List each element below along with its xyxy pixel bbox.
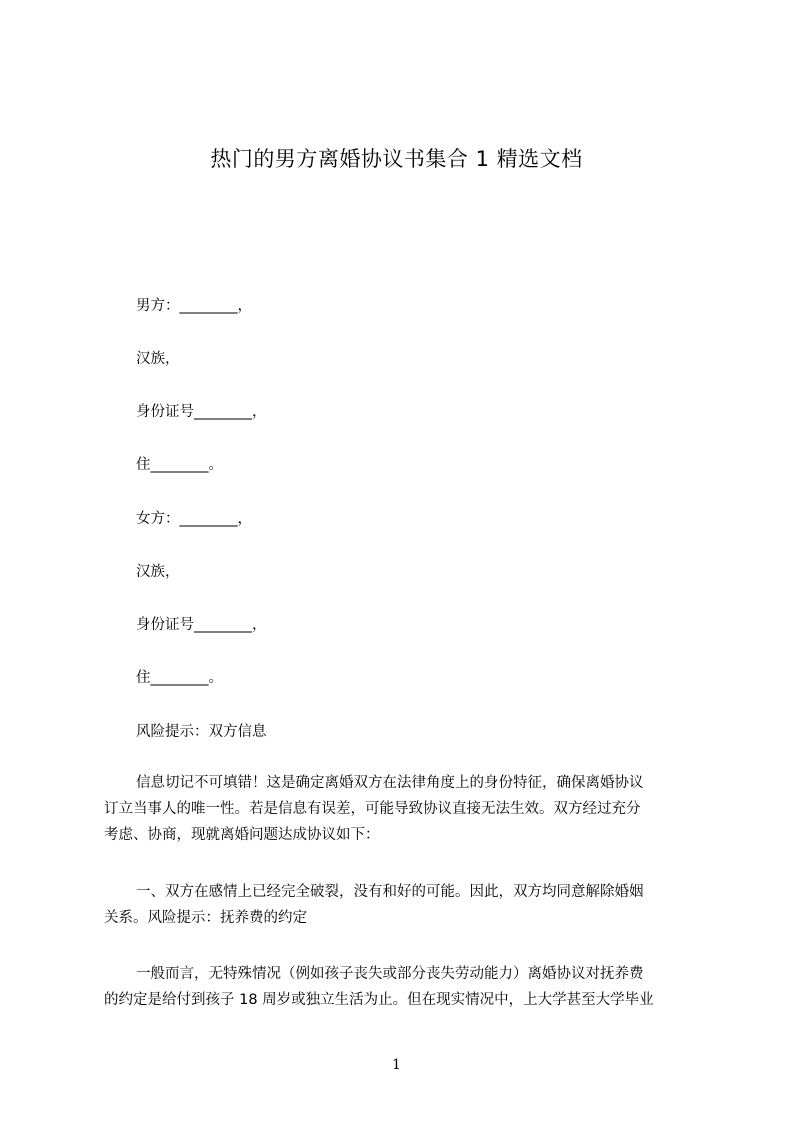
page-number: 1	[392, 1057, 401, 1073]
female-id-number-field: 身份证号________，	[136, 617, 267, 633]
female-name-field: 女方：________，	[136, 511, 252, 527]
paragraph-line: 考虑、协商，现就离婚问题达成协议如下：	[104, 827, 380, 843]
female-ethnicity-field: 汉族，	[136, 564, 180, 580]
paragraph-child-support	[104, 962, 704, 1014]
paragraph-clause-one	[104, 880, 704, 932]
document-title: 热门的男方离婚协议书集合 1 精选文档	[210, 147, 583, 171]
paragraph-identity-info	[104, 771, 704, 849]
female-address-field: 住________。	[136, 670, 223, 686]
paragraph-line: 信息切记不可填错！这是确定离婚双方在法律角度上的身份特征，确保离婚协议	[136, 775, 644, 791]
paragraph-line: 一、双方在感情上已经完全破裂，没有和好的可能。因此，双方均同意解除婚姻	[136, 884, 644, 900]
risk-note-heading: 风险提示：双方信息	[136, 724, 267, 740]
male-name-field: 男方：________，	[136, 298, 252, 314]
male-ethnicity-field: 汉族，	[136, 351, 180, 367]
paragraph-line: 关系。风险提示：抚养费的约定	[104, 910, 307, 926]
male-id-number-field: 身份证号________，	[136, 404, 267, 420]
paragraph-line: 一般而言，无特殊情况（例如孩子丧失或部分丧失劳动能力）离婚协议对抚养费	[136, 966, 644, 982]
male-address-field: 住________。	[136, 457, 223, 473]
paragraph-line: 的约定是给付到孩子 18 周岁或独立生活为止。但在现实情况中，上大学甚至大学毕业	[104, 992, 654, 1008]
paragraph-line: 订立当事人的唯一性。若是信息有误差，可能导致协议直接无法生效。双方经过充分	[104, 801, 641, 817]
